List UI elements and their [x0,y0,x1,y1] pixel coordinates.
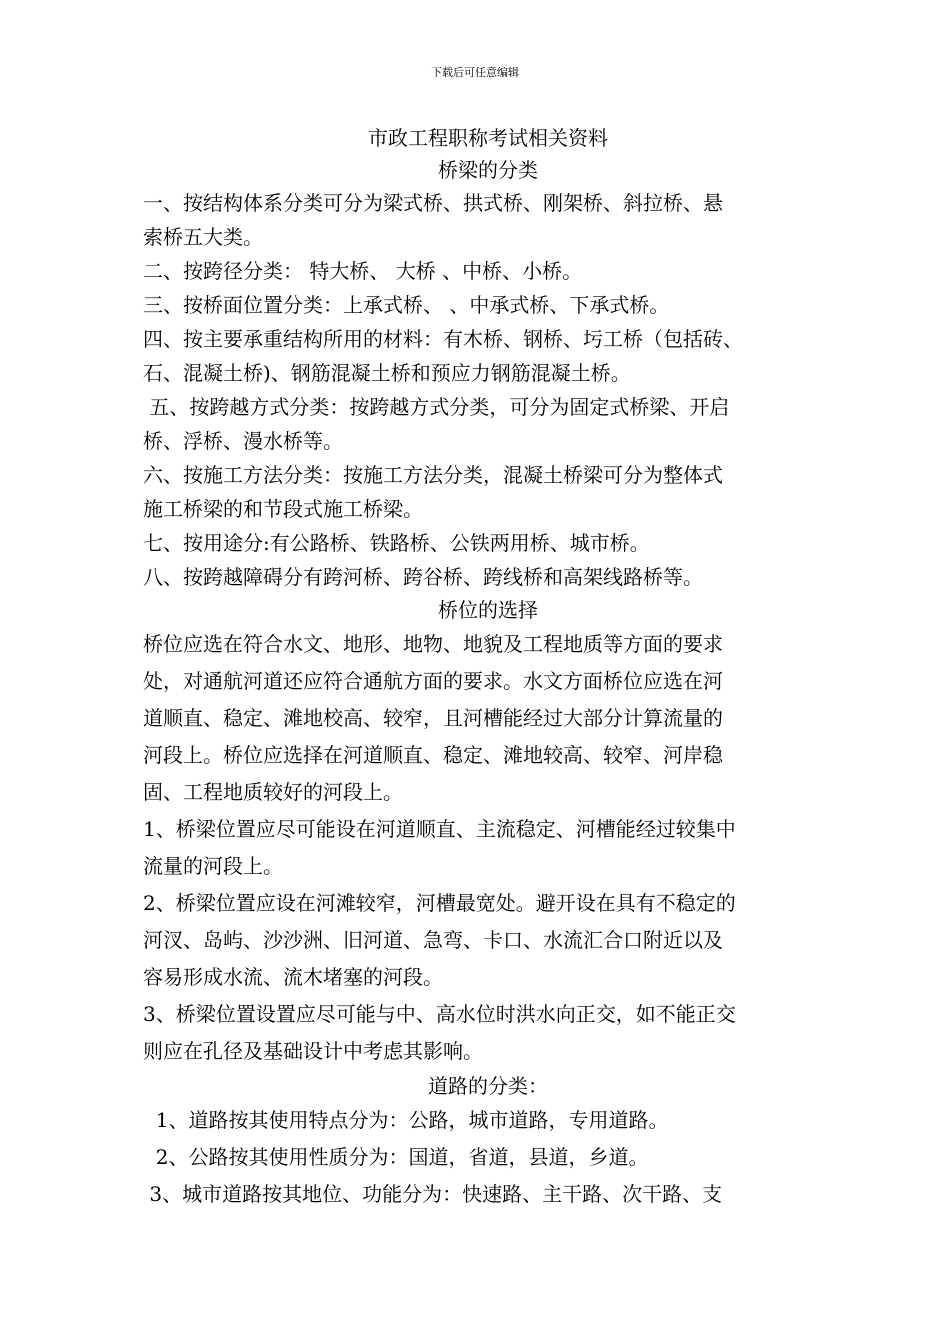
section-heading: 道路的分类： [428,1074,548,1098]
section-bridge-site [143,594,833,1070]
paragraph-line: 3、城市道路按其地位、功能分为：快速路、主干路、次干路、支 [143,1182,723,1206]
paragraph-line: 八、按跨越障碍分有跨河桥、跨谷桥、跨线桥和高架线路桥等。 [143,565,703,589]
paragraph-line: 七、按用途分:有公路桥、铁路桥、公铁两用桥、城市桥。 [143,531,650,555]
paragraph-line: 二、按跨径分类： 特大桥、 大桥 、中桥、小桥。 [143,259,583,283]
paragraph-line: 容易形成水流、流木堵塞的河段。 [143,965,443,989]
paragraph-line: 1、道路按其使用特点分为：公路，城市道路，专用道路。 [143,1108,669,1132]
header-note: 下载后可任意编辑 [431,66,519,79]
paragraph-line: 河汊、岛屿、沙沙洲、旧河道、急弯、卡口、水流汇合口附近以及 [143,928,723,952]
document-title: 市政工程职称考试相关资料 [368,126,608,150]
paragraph-line: 处，对通航河道还应符合通航方面的要求。水文方面桥位应选在河 [143,669,723,693]
paragraph-line: 四、按主要承重结构所用的材料：有木桥、钢桥、圬工桥（包括砖、 [143,327,743,351]
paragraph-line: 石、混凝土桥)、钢筋混凝土桥和预应力钢筋混凝土桥。 [143,361,631,385]
paragraph-line: 三、按桥面位置分类：上承式桥、 、中承式桥、下承式桥。 [143,293,670,317]
section-heading: 桥位的选择 [438,598,538,622]
paragraph-line: 2、公路按其使用性质分为：国道，省道，县道，乡道。 [143,1145,649,1169]
paragraph-line: 3、桥梁位置设置应尽可能与中、高水位时洪水向正交，如不能正交 [143,1002,736,1026]
paragraph-line: 道顺直、稳定、滩地校高、较窄，且河槽能经过大部分计算流量的 [143,706,723,730]
paragraph-line: 2、桥梁位置应设在河滩较窄，河槽最宽处。避开设在具有不稳定的 [143,891,736,915]
paragraph-line: 一、按结构体系分类可分为梁式桥、拱式桥、刚架桥、斜拉桥、悬 [143,191,723,215]
section-road-types [143,1070,833,1213]
paragraph-line: 索桥五大类。 [143,225,263,249]
paragraph-line: 则应在孔径及基础设计中考虑其影响。 [143,1039,483,1063]
paragraph-line: 桥、浮桥、漫水桥等。 [143,429,343,453]
paragraph-line: 流量的河段上。 [143,854,283,878]
paragraph-line: 1、桥梁位置应尽可能设在河道顺直、主流稳定、河槽能经过较集中 [143,817,736,841]
section-bridge-types [143,154,833,594]
section-heading: 桥梁的分类 [438,158,538,182]
paragraph-line: 河段上。桥位应选择在河道顺直、稳定、滩地较高、较窄、河岸稳 [143,743,723,767]
paragraph-line: 桥位应选在符合水文、地形、地物、地貌及工程地质等方面的要求 [143,632,723,656]
document-body [143,122,833,1213]
paragraph-line: 固、工程地质较好的河段上。 [143,780,403,804]
paragraph-line: 施工桥梁的和节段式施工桥梁。 [143,497,423,521]
paragraph-line: 六、按施工方法分类：按施工方法分类，混凝土桥梁可分为整体式 [143,463,723,487]
paragraph-line: 五、按跨越方式分类：按跨越方式分类，可分为固定式桥梁、开启 [143,395,730,419]
